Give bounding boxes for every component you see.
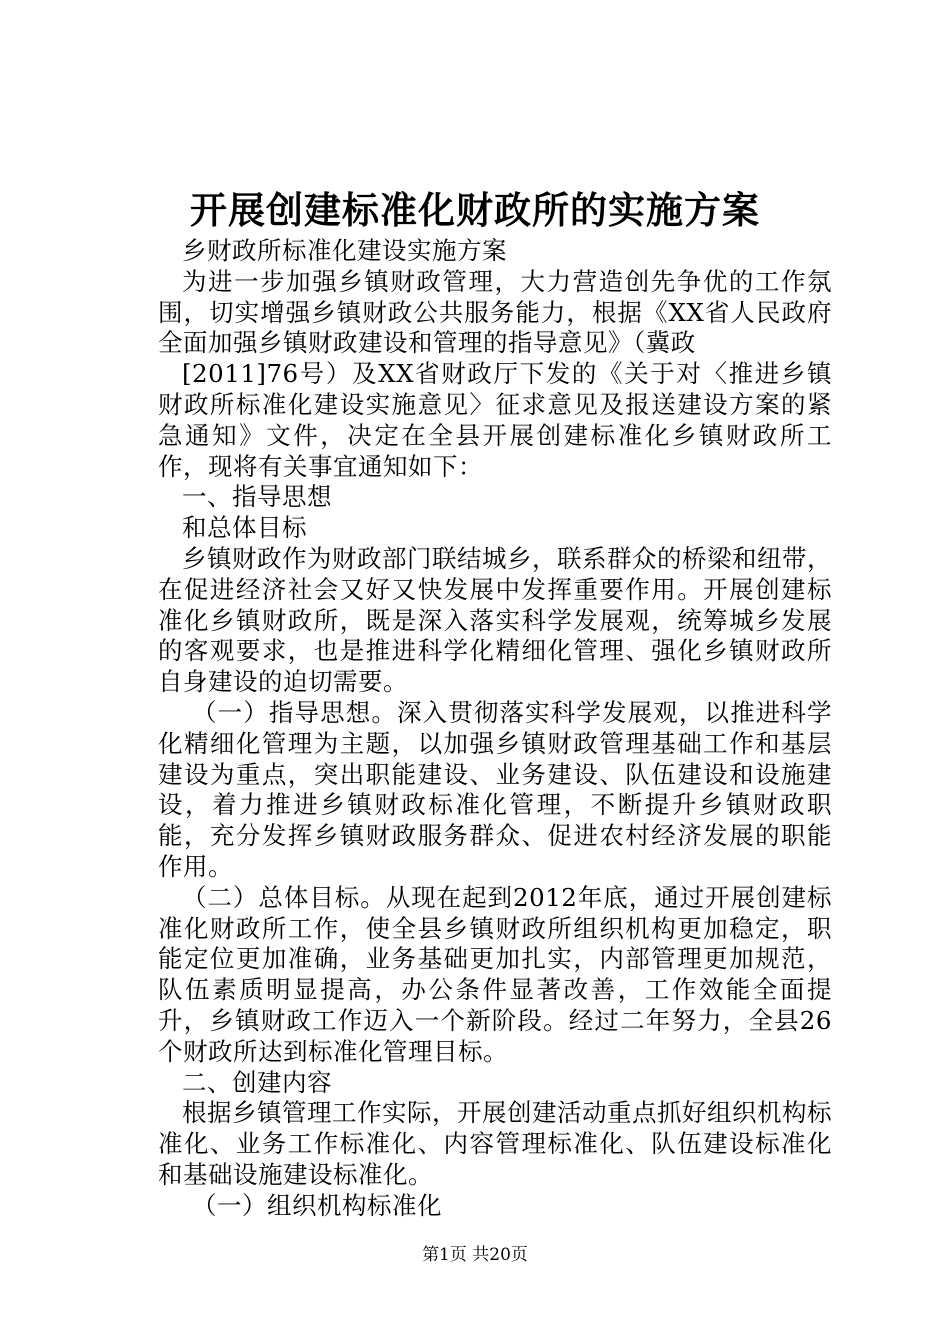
paragraph-9: 二、创建内容 [182,1067,332,1097]
page-footer: 第1页 共20页 [422,1245,528,1265]
paragraph-2: 为进一步加强乡镇财政管理，大力营造创先争优的工作氛围，切实增强乡镇财政公共服务能力，根据《XX省人民政府全面加强乡镇财政建设和管理的指导意见》（冀政 [158,266,832,358]
paragraph-7: （一）指导思想。深入贯彻落实科学发展观，以推进科学化精细化管理为主题，以加强乡镇财政管理基础工作和基层建设为重点，突出职能建设、业务建设、队伍建设和设施建设，着力推进乡镇财政标准化管理，不断提升乡镇财政职能，充分发挥乡镇财政服务群众、促进农村经济发展的职能作用。 [158,697,832,881]
paragraph-8: （二）总体目标。从现在起到2012年底，通过开展创建标准化财政所工作，使全县乡镇财政所组织机构更加稳定，职能定位更加准确，业务基础更加扎实，内部管理更加规范，队伍素质明显提高，办公条件显著改善，工作效能全面提升，乡镇财政工作迈入一个新阶段。经过二年努力，全县26个财政所达到标准化管理目标。 [158,882,832,1066]
paragraph-4: 一、指导思想 [182,482,332,512]
document-title: 开展创建标准化财政所的实施方案 [190,188,760,232]
paragraph-3: [2011]76号）及XX省财政厅下发的《关于对〈推进乡镇财政所标准化建设实施意见〉征求意见及报送建设方案的紧急通知》文件，决定在全县开展创建标准化乡镇财政所工作，现将有关事宜通知如下： [158,359,832,481]
paragraph-10: 根据乡镇管理工作实际，开展创建活动重点抓好组织机构标准化、业务工作标准化、内容管理标准化、队伍建设标准化和基础设施建设标准化。 [158,1098,832,1189]
paragraph-1: 乡财政所标准化建设实施方案 [182,236,507,265]
paragraph-11: （一）组织机构标准化 [192,1190,442,1220]
paragraph-5: 和总体目标 [182,513,307,543]
paragraph-6: 乡镇财政作为财政部门联结城乡，联系群众的桥梁和纽带，在促进经济社会又好又快发展中发挥重要作用。开展创建标准化乡镇财政所，既是深入落实科学发展观，统筹城乡发展的客观要求，也是推进科学化精细化管理、强化乡镇财政所自身建设的迫切需要。 [158,543,832,697]
document-body [158,236,832,1222]
